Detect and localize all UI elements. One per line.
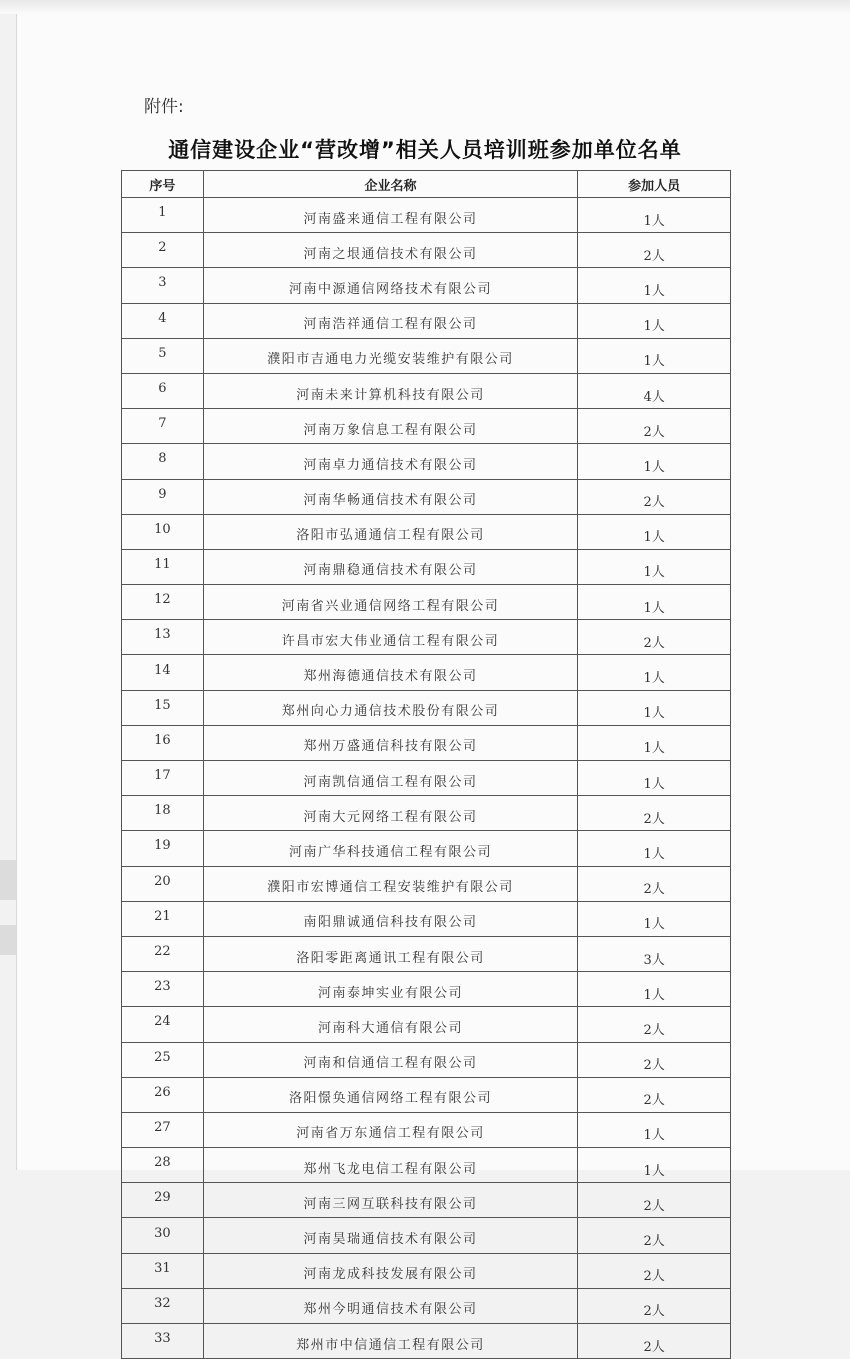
participant-count: 1人 xyxy=(578,303,731,338)
table-row xyxy=(122,338,731,373)
table-row xyxy=(122,620,731,655)
company-name: 河南盛来通信工程有限公司 xyxy=(203,198,577,233)
company-name: 河南大元网络工程有限公司 xyxy=(203,796,577,831)
table-row xyxy=(122,1324,731,1359)
header-company: 企业名称 xyxy=(203,171,577,198)
row-index: 5 xyxy=(122,338,204,373)
row-index: 16 xyxy=(122,725,204,760)
company-name: 郑州今明通信技术有限公司 xyxy=(203,1288,577,1323)
table-row xyxy=(122,409,731,444)
participant-count: 2人 xyxy=(578,1218,731,1253)
row-index: 22 xyxy=(122,936,204,971)
table-row xyxy=(122,936,731,971)
binder-mark xyxy=(0,925,16,955)
row-index: 30 xyxy=(122,1218,204,1253)
company-name: 洛阳憬奂通信网络工程有限公司 xyxy=(203,1077,577,1112)
scan-edge xyxy=(0,0,850,14)
header-participants: 参加人员 xyxy=(578,171,731,198)
table-row xyxy=(122,1042,731,1077)
participant-count: 2人 xyxy=(578,1253,731,1288)
table-body xyxy=(122,198,731,1359)
document-title: 通信建设企业“营改增”相关人员培训班参加单位名单 xyxy=(168,138,682,162)
table-row xyxy=(122,655,731,690)
row-index: 18 xyxy=(122,796,204,831)
participant-count: 1人 xyxy=(578,901,731,936)
row-index: 3 xyxy=(122,268,204,303)
participant-count: 1人 xyxy=(578,831,731,866)
participant-count: 1人 xyxy=(578,514,731,549)
participant-count: 1人 xyxy=(578,761,731,796)
company-name: 河南鼎稳通信技术有限公司 xyxy=(203,549,577,584)
company-name: 河南之垠通信技术有限公司 xyxy=(203,233,577,268)
row-index: 10 xyxy=(122,514,204,549)
row-index: 33 xyxy=(122,1324,204,1359)
participant-count: 4人 xyxy=(578,373,731,408)
participant-count: 2人 xyxy=(578,1183,731,1218)
table-row xyxy=(122,233,731,268)
table-row xyxy=(122,901,731,936)
table-row xyxy=(122,479,731,514)
participant-count: 1人 xyxy=(578,1148,731,1183)
participant-count: 2人 xyxy=(578,1077,731,1112)
company-name: 郑州市中信通信工程有限公司 xyxy=(203,1324,577,1359)
table-row xyxy=(122,549,731,584)
company-name: 河南浩祥通信工程有限公司 xyxy=(203,303,577,338)
participant-count: 1人 xyxy=(578,198,731,233)
company-name: 郑州海德通信技术有限公司 xyxy=(203,655,577,690)
participant-count: 1人 xyxy=(578,655,731,690)
row-index: 27 xyxy=(122,1112,204,1147)
company-name: 郑州向心力通信技术股份有限公司 xyxy=(203,690,577,725)
company-name: 河南龙成科技发展有限公司 xyxy=(203,1253,577,1288)
participant-count: 2人 xyxy=(578,620,731,655)
table-row xyxy=(122,198,731,233)
company-name: 河南昊瑞通信技术有限公司 xyxy=(203,1218,577,1253)
row-index: 1 xyxy=(122,198,204,233)
company-name: 河南三网互联科技有限公司 xyxy=(203,1183,577,1218)
participant-count: 1人 xyxy=(578,268,731,303)
row-index: 14 xyxy=(122,655,204,690)
participant-count: 1人 xyxy=(578,585,731,620)
row-index: 25 xyxy=(122,1042,204,1077)
row-index: 15 xyxy=(122,690,204,725)
row-index: 32 xyxy=(122,1288,204,1323)
company-name: 郑州万盛通信科技有限公司 xyxy=(203,725,577,760)
participant-count: 1人 xyxy=(578,725,731,760)
row-index: 20 xyxy=(122,866,204,901)
table-row xyxy=(122,761,731,796)
row-index: 24 xyxy=(122,1007,204,1042)
company-name: 河南卓力通信技术有限公司 xyxy=(203,444,577,479)
binder-mark xyxy=(0,860,16,900)
participant-count: 1人 xyxy=(578,549,731,584)
table-row xyxy=(122,444,731,479)
company-name: 濮阳市宏博通信工程安装维护有限公司 xyxy=(203,866,577,901)
participant-count: 1人 xyxy=(578,1112,731,1147)
table-row xyxy=(122,725,731,760)
row-index: 13 xyxy=(122,620,204,655)
participant-count: 2人 xyxy=(578,1324,731,1359)
company-name: 洛阳市弘通通信工程有限公司 xyxy=(203,514,577,549)
row-index: 2 xyxy=(122,233,204,268)
participant-count: 2人 xyxy=(578,796,731,831)
table-row xyxy=(122,1253,731,1288)
row-index: 9 xyxy=(122,479,204,514)
company-name: 郑州飞龙电信工程有限公司 xyxy=(203,1148,577,1183)
table-row xyxy=(122,690,731,725)
company-name: 河南中源通信网络技术有限公司 xyxy=(203,268,577,303)
participant-count: 1人 xyxy=(578,444,731,479)
row-index: 12 xyxy=(122,585,204,620)
participant-count: 2人 xyxy=(578,1007,731,1042)
row-index: 31 xyxy=(122,1253,204,1288)
attachment-label: 附件: xyxy=(144,97,184,117)
participant-count: 2人 xyxy=(578,1288,731,1323)
table-row xyxy=(122,1183,731,1218)
row-index: 23 xyxy=(122,972,204,1007)
table-header-row xyxy=(122,171,731,198)
company-name: 南阳鼎诚通信科技有限公司 xyxy=(203,901,577,936)
participant-table xyxy=(121,170,731,1359)
company-name: 洛阳零距离通讯工程有限公司 xyxy=(203,936,577,971)
table-row xyxy=(122,1218,731,1253)
row-index: 17 xyxy=(122,761,204,796)
company-name: 许昌市宏大伟业通信工程有限公司 xyxy=(203,620,577,655)
table-row xyxy=(122,585,731,620)
row-index: 21 xyxy=(122,901,204,936)
company-name: 河南华畅通信技术有限公司 xyxy=(203,479,577,514)
row-index: 7 xyxy=(122,409,204,444)
participant-count: 2人 xyxy=(578,1042,731,1077)
table-row xyxy=(122,1077,731,1112)
table-row xyxy=(122,303,731,338)
table-row xyxy=(122,831,731,866)
table-row xyxy=(122,1007,731,1042)
company-name: 河南泰坤实业有限公司 xyxy=(203,972,577,1007)
row-index: 6 xyxy=(122,373,204,408)
company-name: 河南万象信息工程有限公司 xyxy=(203,409,577,444)
participant-count: 2人 xyxy=(578,866,731,901)
company-name: 河南未来计算机科技有限公司 xyxy=(203,373,577,408)
participant-count: 2人 xyxy=(578,233,731,268)
company-name: 河南和信通信工程有限公司 xyxy=(203,1042,577,1077)
table-row xyxy=(122,796,731,831)
row-index: 19 xyxy=(122,831,204,866)
participant-count: 2人 xyxy=(578,409,731,444)
row-index: 29 xyxy=(122,1183,204,1218)
participant-count: 1人 xyxy=(578,338,731,373)
row-index: 4 xyxy=(122,303,204,338)
company-name: 河南省兴业通信网络工程有限公司 xyxy=(203,585,577,620)
row-index: 26 xyxy=(122,1077,204,1112)
table-row xyxy=(122,373,731,408)
company-name: 河南广华科技通信工程有限公司 xyxy=(203,831,577,866)
table-row xyxy=(122,866,731,901)
row-index: 8 xyxy=(122,444,204,479)
participant-count: 3人 xyxy=(578,936,731,971)
table-row xyxy=(122,268,731,303)
table-row xyxy=(122,972,731,1007)
header-index: 序号 xyxy=(122,171,204,198)
company-name: 河南科大通信有限公司 xyxy=(203,1007,577,1042)
table-row xyxy=(122,1288,731,1323)
participant-count: 2人 xyxy=(578,479,731,514)
company-name: 河南凯信通信工程有限公司 xyxy=(203,761,577,796)
table-row xyxy=(122,1148,731,1183)
table-row xyxy=(122,1112,731,1147)
company-name: 濮阳市吉通电力光缆安装维护有限公司 xyxy=(203,338,577,373)
row-index: 28 xyxy=(122,1148,204,1183)
company-name: 河南省万东通信工程有限公司 xyxy=(203,1112,577,1147)
row-index: 11 xyxy=(122,549,204,584)
table-row xyxy=(122,514,731,549)
participant-count: 1人 xyxy=(578,690,731,725)
participant-count: 1人 xyxy=(578,972,731,1007)
